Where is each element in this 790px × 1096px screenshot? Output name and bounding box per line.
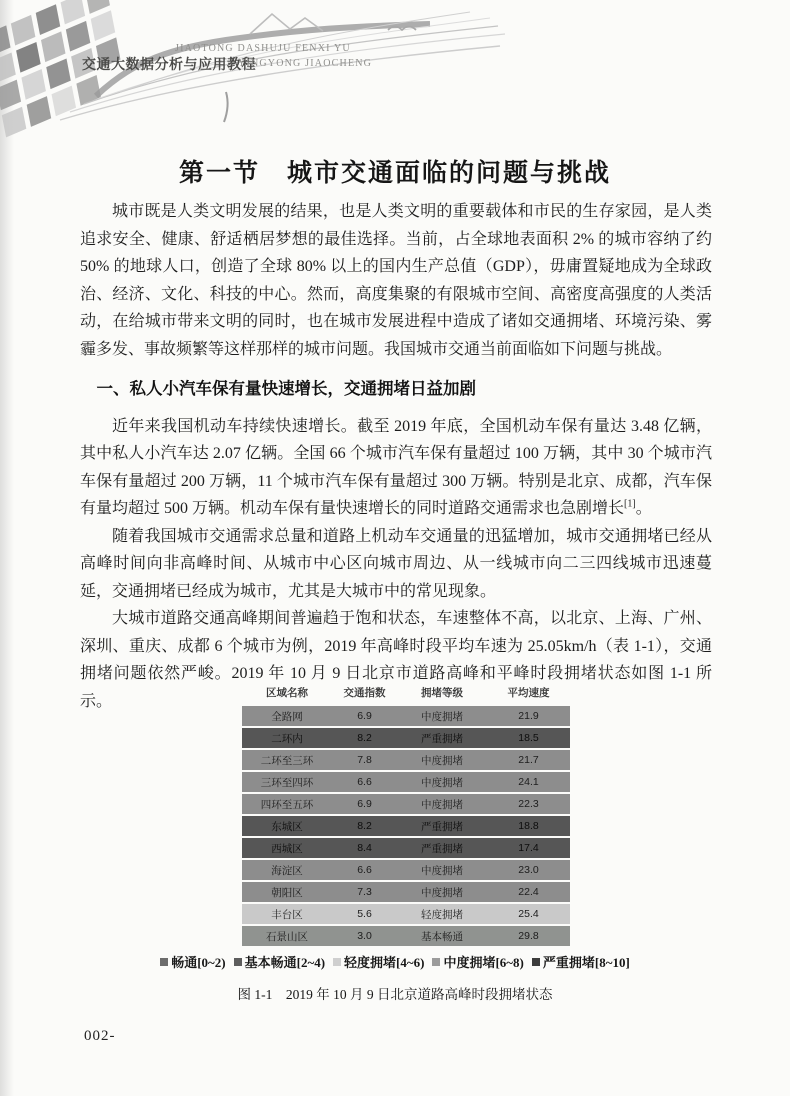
table-cell-region: 丰台区 [242,904,332,924]
legend-swatch-icon [234,958,242,966]
table-cell-index: 6.9 [332,794,397,814]
table-cell-level: 严重拥堵 [397,728,487,748]
table-cell-level: 中度拥堵 [397,772,487,792]
table-cell-speed: 21.9 [487,706,570,726]
legend-item [160,952,225,971]
table-cell-index: 7.3 [332,882,397,902]
table-row [242,926,570,946]
table-row [242,750,570,770]
table-cell-index: 6.6 [332,860,397,880]
table-cell-speed: 17.4 [487,838,570,858]
table-row [242,728,570,748]
paragraph-text: 近年来我国机动车持续快速增长。截至 2019 年底，全国机动车保有量达 3.48 亿辆，其中私人小汽车达 2.07 亿辆。全国 66 个城市汽车保有量超过 100 万辆，其中 30 个城市汽车保有量超过 200 万辆，11 个城市汽车保有量超过 300 万辆。特别是北京、成都，汽车保有量均超过 500 万辆。机动车保有量快速增长的同时道路交通需求也急剧增长 [80,417,712,517]
paragraph-text: 。 [635,500,652,517]
table-row [242,860,570,880]
paragraph-text: 随着我国城市交通需求总量和道路上机动车交通量的迅猛增加，城市交通拥堵已经从高峰时间向非高峰时间、从城市中心区向城市周边、从一线城市向二三四线城市迅速蔓延，交通拥堵已经成为城市，尤其是大城市中的常见现象。 [80,527,712,600]
table-cell-region: 二环至三环 [242,750,332,770]
legend-swatch-icon [333,958,341,966]
table-row [242,772,570,792]
figure-caption: 图 1-1 2019 年 10 月 9 日北京道路高峰时段拥堵状态 [237,987,553,1002]
legend-item [432,952,523,971]
body-content [80,198,712,715]
table-cell-region: 石景山区 [242,926,332,946]
table-cell-index: 8.2 [332,728,397,748]
legend-swatch-icon [532,958,540,966]
paragraph-text: 大城市道路交通高峰期间普遍趋于饱和状态，车速整体不高，以北京、上海、广州、深圳、重庆、成都 6 个城市为例，2019 年高峰时段平均车速为 25.05km/h（表 1-1），交通拥堵问题依然严峻。2019 年 10 月 9 日北京市道路高峰和平峰时段拥堵状态如图 1-1 所示。 [80,610,712,710]
legend-label: 中度拥堵[6~8) [443,955,524,970]
table-row [242,904,570,924]
table-cell-level: 中度拥堵 [397,750,487,770]
table-cell-region: 朝阳区 [242,882,332,902]
table-cell-level: 中度拥堵 [397,860,487,880]
table-cell-speed: 22.3 [487,794,570,814]
table-header-cell: 区域名称 [266,687,308,699]
table-cell-speed: 21.7 [487,750,570,770]
table-cell-level: 中度拥堵 [397,794,487,814]
series-pinyin-right: YINGYONG JIAOCHENG [238,58,373,69]
table-cell-region: 三环至四环 [242,772,332,792]
congestion-table [242,680,570,948]
table-row [242,882,570,902]
table-cell-level: 基本畅通 [397,926,487,946]
legend-item [333,952,424,971]
table-cell-index: 8.2 [332,816,397,836]
legend-label: 畅通[0~2) [171,955,226,970]
legend-label: 基本畅通[2~4) [244,955,326,970]
congestion-figure [242,680,570,948]
table-cell-region: 全路网 [242,706,332,726]
legend-swatch-icon [160,958,168,966]
table-cell-speed: 25.4 [487,904,570,924]
legend-item [234,952,325,971]
table-cell-index: 6.6 [332,772,397,792]
footnote-ref: [1] [624,498,636,510]
table-header-cell: 交通指数 [343,687,386,699]
table-cell-index: 5.6 [332,904,397,924]
table-cell-speed: 29.8 [487,926,570,946]
table-cell-region: 东城区 [242,816,332,836]
paragraph [80,523,712,606]
table-row [242,706,570,726]
section-title: 第一节 城市交通面临的问题与挑战 [178,158,611,187]
table-cell-speed: 18.8 [487,816,570,836]
table-cell-speed: 23.0 [487,860,570,880]
legend-label: 轻度拥堵[4~6) [344,955,425,970]
table-row [242,794,570,814]
table-cell-level: 中度拥堵 [397,882,487,902]
series-pinyin-top: JIAOTONG DASHUJU FENXI YU [175,43,351,54]
table-cell-speed: 18.5 [487,728,570,748]
table-cell-index: 3.0 [332,926,397,946]
table-row [242,838,570,858]
table-cell-level: 严重拥堵 [397,838,487,858]
legend-label: 严重拥堵[8~10] [542,955,630,970]
table-cell-region: 海淀区 [242,860,332,880]
table-cell-index: 7.8 [332,750,397,770]
legend-item [532,952,630,971]
page-number: 002- [84,1028,116,1044]
table-header-row [242,682,570,704]
table-header-cell: 拥堵等级 [421,687,463,699]
congestion-legend [0,952,790,971]
table-cell-index: 6.9 [332,706,397,726]
table-cell-region: 四环至五环 [242,794,332,814]
table-row [242,816,570,836]
table-cell-speed: 22.4 [487,882,570,902]
table-cell-region: 二环内 [242,728,332,748]
table-cell-level: 中度拥堵 [397,706,487,726]
header-artwork-icon [0,0,520,150]
subsection-heading: 一、私人小汽车保有量快速增长，交通拥堵日益加剧 [96,380,476,398]
paragraph [80,198,712,363]
legend-swatch-icon [432,958,440,966]
table-cell-level: 严重拥堵 [397,816,487,836]
table-cell-index: 8.4 [332,838,397,858]
table-header-cell: 平均速度 [507,687,550,699]
paragraph [80,413,712,523]
table-cell-level: 轻度拥堵 [397,904,487,924]
table-cell-speed: 24.1 [487,772,570,792]
paragraph-text: 城市既是人类文明发展的结果，也是人类文明的重要载体和市民的生存家园，是人类追求安全、健康、舒适栖居梦想的最佳选择。当前，占全球地表面积 2% 的城市容纳了约 50% 的地球人口，创造了全球 80% 以上的国内生产总值（GDP），毋庸置疑地成为全球政治、经济、文化、科技的中心。然而，高度集聚的有限城市空间、高密度高强度的人类活动，在给城市带来文明的同时，也在城市发展进程中造成了诸如交通拥堵、环境污染、雾霾多发、事故频繁等这样那样的城市问题。我国城市交通当前面临如下问题与挑战。 [80,203,712,358]
table-cell-region: 西城区 [242,838,332,858]
book-title: 交通大数据分析与应用教程 [82,56,256,72]
